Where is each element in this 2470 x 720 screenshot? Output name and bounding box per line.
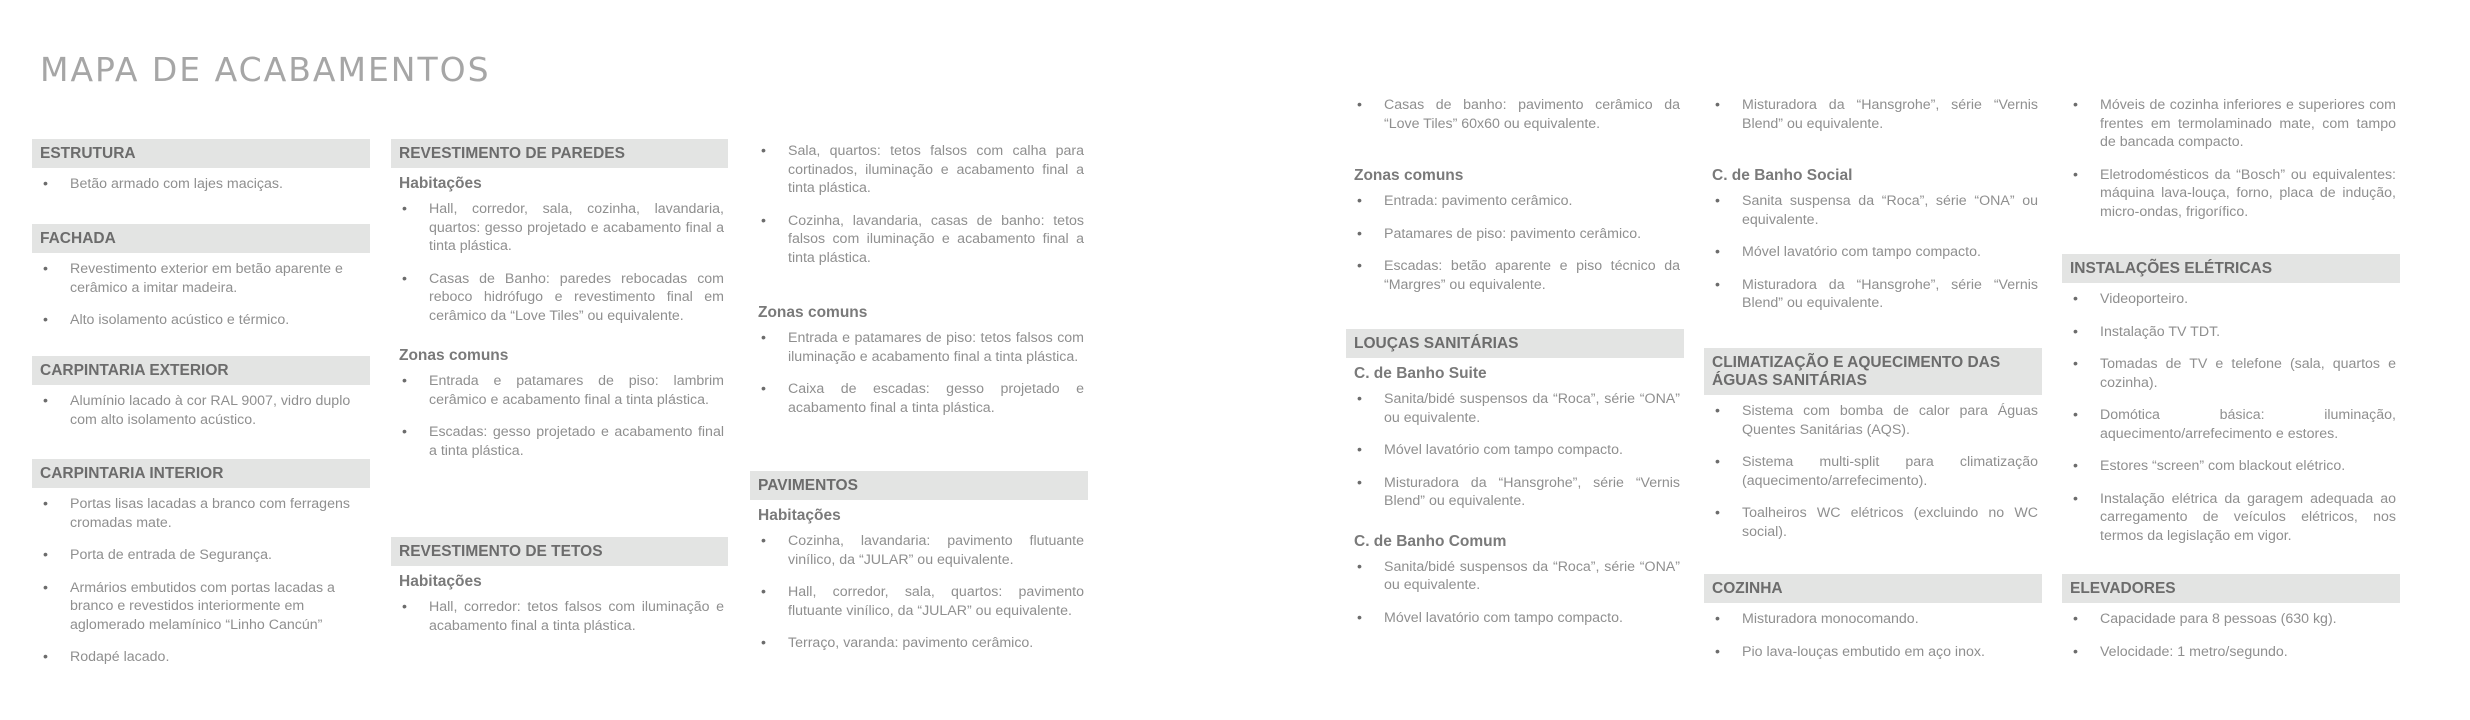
list-item: • Escadas: betão aparente e piso técnico da “Margres” ou equivalente. [1346,257,1684,294]
section-header: LOUÇAS SANITÁRIAS [1346,329,1684,358]
section-cozinha-continued [2062,89,2400,235]
list-item: • Armários embutidos com portas lacadas a branco e revestidos interiormente em aglomerado melamínico “Linho Cancún” [32,579,370,635]
section-carpintaria-interior [32,459,370,681]
list-item: • Terraço, varanda: pavimento cerâmico. [750,634,1088,653]
section-suite-continued [1704,89,2042,147]
list-item: • Misturadora da “Hansgrohe”, série “Vernis Blend” ou equivalente. [1346,474,1684,511]
section-instalacoes-eletricas [2062,254,2400,559]
list-item: • Tomadas de TV e telefone (sala, quartos e cozinha). [2062,355,2400,392]
section-revestimento-paredes [391,139,728,474]
list-item: • Alumínio lacado à cor RAL 9007, vidro duplo com alto isolamento acústico. [32,392,370,429]
list-item: • Sistema multi-split para climatização (aquecimento/arrefecimento). [1704,453,2042,490]
bullet-list [32,175,370,194]
list-item: • Entrada e patamares de piso: tetos falsos com iluminação e acabamento final a tinta plástica. [750,329,1088,366]
list-item: • Toalheiros WC elétricos (excluindo no WC social). [1704,504,2042,541]
section-pavimentos-zonas-comuns [1346,160,1684,308]
list-item: • Cozinha, lavandaria: pavimento flutuante vinílico, da “JULAR” ou equivalente. [750,532,1088,569]
section-header: ESTRUTURA [32,139,370,168]
bullet-list [2062,290,2400,545]
bullet-list [1346,390,1684,511]
list-item: • Misturadora da “Hansgrohe”, série “Vernis Blend” ou equivalente. [1704,276,2042,313]
section-loucas-sanitarias [1346,329,1684,641]
list-item: • Betão armado com lajes maciças. [32,175,370,194]
subsection-title: C. de Banho Comum [1354,532,1507,550]
section-header: CARPINTARIA EXTERIOR [32,356,370,385]
bullet-list [1346,558,1684,628]
section-header: FACHADA [32,224,370,253]
bullet-list [2062,610,2400,661]
list-item: • Casas de Banho: paredes rebocadas com reboco hidrófugo e revestimento final em cerâmico da “Love Tiles” ou equivalente. [391,270,728,326]
bullet-list [1346,96,1684,133]
list-item: • Sanita/bidé suspensos da “Roca”, série “ONA” ou equivalente. [1346,558,1684,595]
section-tetos-zonas-comuns [750,297,1088,431]
bullet-list [1704,610,2042,661]
bullet-list [1704,192,2042,313]
bullet-list [391,598,728,635]
list-item: • Rodapé lacado. [32,648,370,667]
list-item: • Estores “screen” com blackout elétrico. [2062,457,2400,476]
list-item: • Móveis de cozinha inferiores e superiores com frentes em termolaminado mate, com tampo de bancada compacto. [2062,96,2400,152]
list-item: • Revestimento exterior em betão aparente e cerâmico a imitar madeira. [32,260,370,297]
list-item: • Cozinha, lavandaria, casas de banho: tetos falsos com iluminação e acabamento final a tinta plástica. [750,212,1088,268]
bullet-list [32,260,370,330]
bullet-list [750,142,1088,267]
list-item: • Misturadora da “Hansgrohe”, série “Vernis Blend” ou equivalente. [1704,96,2042,133]
bullet-list [2062,96,2400,221]
subsection-title: Habitações [399,573,482,590]
subsection-title: Zonas comuns [399,347,509,364]
section-carpintaria-exterior [32,356,370,443]
list-item: • Alto isolamento acústico e térmico. [32,311,370,330]
list-item: • Móvel lavatório com tampo compacto. [1704,243,2042,262]
list-item: • Instalação TV TDT. [2062,323,2400,342]
bullet-list [1704,96,2042,133]
bullet-list [32,392,370,429]
list-item: • Entrada e patamares de piso: lambrim cerâmico e acabamento final a tinta plástica. [391,372,728,409]
list-item: • Sistema com bomba de calor para Águas Quentes Sanitárias (AQS). [1704,402,2042,439]
list-item: • Casas de banho: pavimento cerâmico da “Love Tiles” 60x60 ou equivalente. [1346,96,1684,133]
list-item: • Instalação elétrica da garagem adequada ao carregamento de veículos elétricos, nos termos da legislação em vigor. [2062,490,2400,546]
section-pavimentos [750,471,1088,667]
section-header: COZINHA [1704,574,2042,603]
section-revestimento-tetos [391,537,728,649]
subsection-title: Habitações [758,507,841,524]
list-item: • Velocidade: 1 metro/segundo. [2062,643,2400,662]
section-header: PAVIMENTOS [750,471,1088,500]
section-climatizacao [1704,348,2042,555]
bullet-list [391,372,728,460]
section-elevadores [2062,574,2400,675]
section-header: CLIMATIZAÇÃO E AQUECIMENTO DAS ÁGUAS SANITÁRIAS [1704,348,2042,395]
list-item: • Móvel lavatório com tampo compacto. [1346,609,1684,628]
bullet-list [1704,402,2042,541]
list-item: • Capacidade para 8 pessoas (630 kg). [2062,610,2400,629]
subsection-title: Habitações [399,175,482,192]
section-estrutura [32,139,370,208]
list-item: • Portas lisas lacadas a branco com ferragens cromadas mate. [32,495,370,532]
section-pavimentos-continued [1346,89,1684,147]
list-item: • Entrada: pavimento cerâmico. [1346,192,1684,211]
section-header: REVESTIMENTO DE PAREDES [391,139,728,168]
subsection-title: C. de Banho Suite [1354,365,1487,382]
list-item: • Escadas: gesso projetado e acabamento final a tinta plástica. [391,423,728,460]
list-item: • Hall, corredor: tetos falsos com iluminação e acabamento final a tinta plástica. [391,598,728,635]
section-header: ELEVADORES [2062,574,2400,603]
list-item: • Móvel lavatório com tampo compacto. [1346,441,1684,460]
page-title: MAPA DE ACABAMENTOS [40,50,491,89]
section-tetos-continued [750,135,1088,281]
list-item: • Sala, quartos: tetos falsos com calha para cortinados, iluminação e acabamento final a tinta plástica. [750,142,1088,198]
section-banho-social [1704,160,2042,327]
list-item: • Sanita/bidé suspensos da “Roca”, série “ONA” ou equivalente. [1346,390,1684,427]
list-item: • Patamares de piso: pavimento cerâmico. [1346,225,1684,244]
bullet-list [1346,192,1684,294]
list-item: • Caixa de escadas: gesso projetado e acabamento final a tinta plástica. [750,380,1088,417]
section-header: REVESTIMENTO DE TETOS [391,537,728,566]
section-header: CARPINTARIA INTERIOR [32,459,370,488]
subsection-title: Zonas comuns [758,304,868,321]
section-header: INSTALAÇÕES ELÉTRICAS [2062,254,2400,283]
list-item: • Sanita suspensa da “Roca”, série “ONA” ou equivalente. [1704,192,2042,229]
list-item: • Hall, corredor, sala, cozinha, lavandaria, quartos: gesso projetado e acabamento final a tinta plástica. [391,200,728,256]
section-cozinha [1704,574,2042,675]
subsection-title: Zonas comuns [1354,167,1464,184]
list-item: • Domótica básica: iluminação, aquecimento/arrefecimento e estores. [2062,406,2400,443]
list-item: • Pio lava-louças embutido em aço inox. [1704,643,2042,662]
list-item: • Porta de entrada de Segurança. [32,546,370,565]
list-item: • Misturadora monocomando. [1704,610,2042,629]
bullet-list [750,532,1088,653]
section-fachada [32,224,370,344]
list-item: • Videoporteiro. [2062,290,2400,309]
bullet-list [32,495,370,667]
list-item: • Eletrodomésticos da “Bosch” ou equivalentes: máquina lava-louça, forno, placa de indução, micro-ondas, frigorífico. [2062,166,2400,222]
subsection-title: C. de Banho Social [1712,167,1853,184]
bullet-list [391,200,728,325]
list-item: • Hall, corredor, sala, quartos: pavimento flutuante vinílico, da “JULAR” ou equivalente. [750,583,1088,620]
bullet-list [750,329,1088,417]
